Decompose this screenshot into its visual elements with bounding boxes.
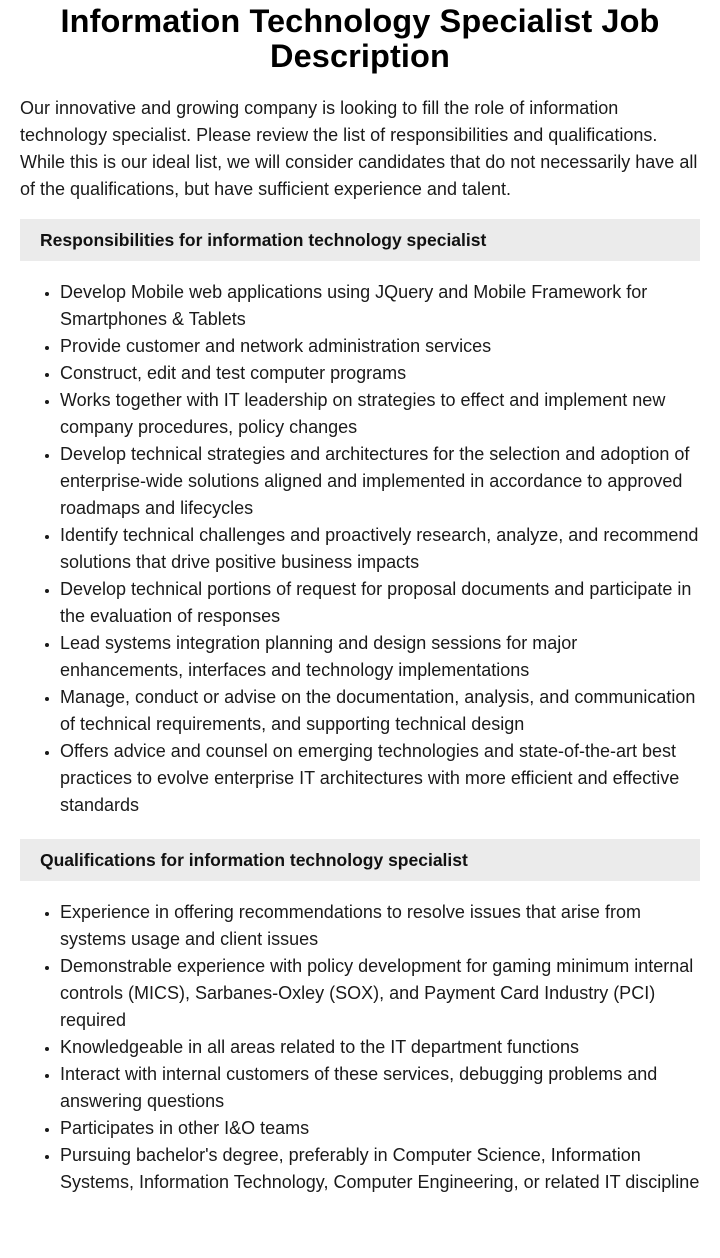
- list-item: • Experience in offering recommendations to resolve issues that arise from systems usage and client issues: [60, 899, 700, 953]
- list-item: • Demonstrable experience with policy development for gaming minimum internal controls (MICS), Sarbanes-Oxley (SOX), and Payment Card Industry (PCI) required: [60, 953, 700, 1034]
- responsibilities-list: [20, 279, 700, 819]
- job-description-page: [0, 4, 720, 1196]
- list-item: • Works together with IT leadership on strategies to effect and implement new company procedures, policy changes: [60, 387, 700, 441]
- intro-paragraph: Our innovative and growing company is looking to fill the role of information technology specialist. Please review the list of responsibilities and qualifications. While this is our ideal list, we will consider candidates that do not necessarily have all of the qualifications, but have sufficient experience and talent.: [20, 98, 698, 199]
- list-item: • Interact with internal customers of these services, debugging problems and answering questions: [60, 1061, 700, 1115]
- list-item: • Pursuing bachelor's degree, preferably in Computer Science, Information Systems, Information Technology, Computer Engineering, or related IT discipline: [60, 1142, 700, 1196]
- list-item: • Participates in other I&O teams: [60, 1115, 700, 1142]
- list-item: • Knowledgeable in all areas related to the IT department functions: [60, 1034, 700, 1061]
- list-item: • Develop Mobile web applications using JQuery and Mobile Framework for Smartphones & Tablets: [60, 279, 700, 333]
- page-title: Information Technology Specialist Job Description: [60, 3, 660, 74]
- list-item: • Develop technical portions of request for proposal documents and participate in the evaluation of responses: [60, 576, 700, 630]
- list-item: • Offers advice and counsel on emerging technologies and state-of-the-art best practices to evolve enterprise IT architectures with more efficient and effective standards: [60, 738, 700, 819]
- list-item: • Manage, conduct or advise on the documentation, analysis, and communication of technical requirements, and supporting technical design: [60, 684, 700, 738]
- qualifications-heading: Qualifications for information technology specialist: [20, 839, 700, 881]
- list-item: • Provide customer and network administration services: [60, 333, 700, 360]
- qualifications-list: [20, 899, 700, 1196]
- responsibilities-heading: Responsibilities for information technology specialist: [20, 219, 700, 261]
- list-item: • Construct, edit and test computer programs: [60, 360, 700, 387]
- list-item: • Identify technical challenges and proactively research, analyze, and recommend solutions that drive positive business impacts: [60, 522, 700, 576]
- list-item: • Lead systems integration planning and design sessions for major enhancements, interfaces and technology implementations: [60, 630, 700, 684]
- list-item: • Develop technical strategies and architectures for the selection and adoption of enterprise-wide solutions aligned and implemented in accordance to approved roadmaps and lifecycles: [60, 441, 700, 522]
